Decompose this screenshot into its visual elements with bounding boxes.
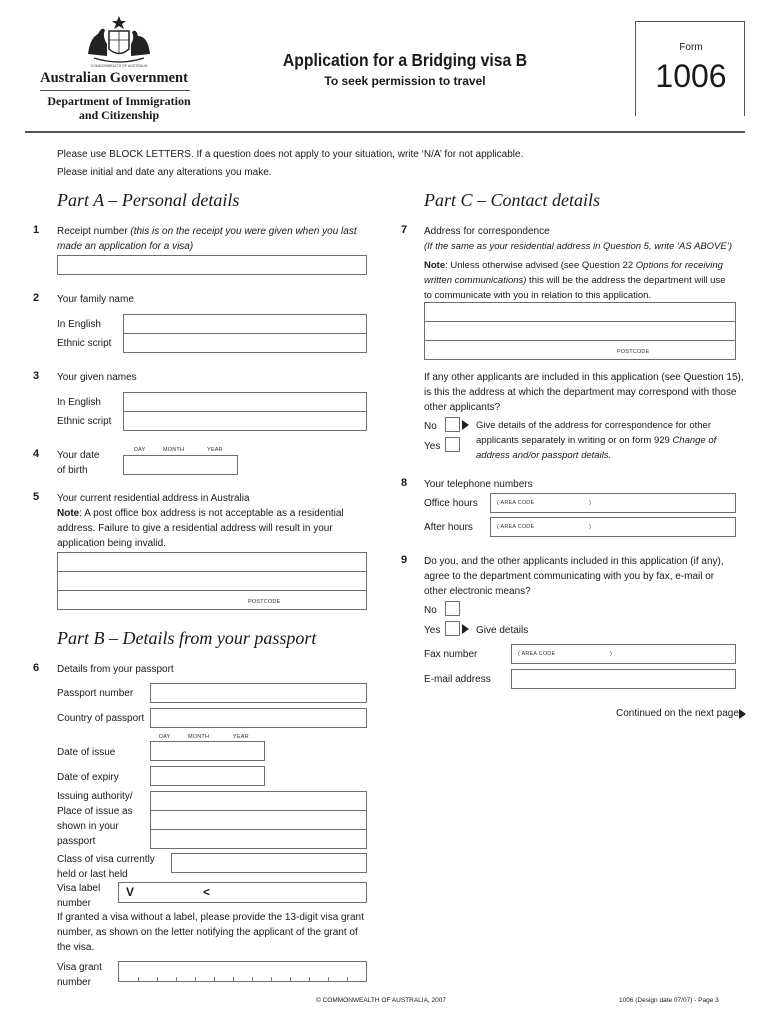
q9-line1: Do you, and the other applicants included in this application (if any), [424, 556, 724, 567]
residential-address-input[interactable] [57, 552, 367, 610]
give-line2-italic: Change of [672, 435, 717, 446]
copyright: © COMMONWEALTH OF AUSTRALIA, 2007 [316, 997, 446, 1004]
after-hours-phone-input[interactable] [490, 517, 736, 537]
q9-line2: agree to the department communicating with you by fax, e-mail or [424, 571, 715, 582]
area-code-close: ) [589, 500, 592, 506]
area-code-caption: ( AREA CODE [518, 651, 556, 657]
q7-give-details [476, 418, 746, 463]
department-name-line2: and Citizenship [78, 108, 160, 122]
area-code-caption: ( AREA CODE [497, 500, 535, 506]
address-row-divider [58, 590, 366, 591]
family-name-ethnic-input[interactable] [123, 333, 367, 353]
instruction-line-1: Please use BLOCK LETTERS. If a question does not apply to your situation, write ‘N/A’ for not applicable. [57, 149, 524, 160]
given-names-ethnic-label: Ethnic script [57, 416, 112, 427]
q7-yes-label: Yes [424, 441, 441, 452]
given-names-ethnic-input[interactable] [123, 411, 367, 431]
visa-grant-number-input[interactable] [118, 961, 367, 982]
date-of-expiry-label: Date of expiry [57, 772, 119, 783]
other-line2: is this the address at which the department may correspond with those [424, 387, 737, 398]
page-footer: 1006 (Design date 07/07) - Page 3 [619, 997, 719, 1004]
dob-label-line2: of birth [57, 465, 88, 476]
correspondence-note-italic-2: written communications) [424, 275, 527, 286]
receipt-number-label [57, 224, 377, 254]
issuing-authority-input[interactable] [150, 791, 367, 849]
receipt-number-input[interactable] [57, 255, 367, 275]
correspondence-note-bold: Note [424, 260, 446, 271]
q7-yes-checkbox[interactable] [445, 437, 460, 452]
residential-line4: application being invalid. [57, 538, 166, 549]
receipt-label-italic: (this is on the receipt you were given when you last [130, 226, 357, 237]
part-b-heading: Part B – Details from your passport [57, 628, 317, 648]
other-line3: other applicants? [424, 402, 501, 413]
residential-address-label [57, 491, 377, 551]
grant-label-line1: Visa grant [57, 962, 102, 973]
give-line1: Give details of the address for correspondence for other [476, 420, 711, 431]
grant-note-line3: the visa. [57, 942, 95, 953]
correspondence-note-rest: : Unless otherwise advised (see Question 22 [445, 260, 636, 271]
correspondence-address-input[interactable] [424, 302, 736, 360]
passport-year-caption: YEAR [233, 734, 249, 740]
question-number: 7 [401, 224, 408, 236]
form-label: Form [679, 42, 703, 53]
give-line3: address and/or passport details. [476, 450, 612, 461]
office-hours-label: Office hours [424, 498, 478, 509]
grant-label-line2: number [57, 977, 91, 988]
correspondence-note-italic: Options for receiving [635, 260, 723, 271]
country-of-passport-label: Country of passport [57, 713, 145, 724]
correspondence-postcode-caption: POSTCODE [617, 349, 650, 355]
page-subtitle: To seek permission to travel [324, 74, 486, 88]
form-number: 1006 [655, 58, 727, 94]
address-row-divider [425, 321, 735, 322]
residential-note-rest: : A post office box address is not acceptable as a residential [79, 508, 344, 519]
department-name-line1: Department of Immigration [47, 94, 191, 108]
instruction-line-2: Please initial and date any alterations you make. [57, 167, 272, 178]
correspondence-label: Address for correspondence [424, 226, 550, 237]
dob-month-caption: MONTH [163, 447, 185, 453]
question-number: 1 [33, 224, 40, 236]
visa-label-chevron: < [203, 885, 211, 899]
class-line1: Class of visa currently [57, 854, 155, 865]
area-code-close: ) [589, 524, 592, 530]
email-address-input[interactable] [511, 669, 736, 689]
residential-note-bold: Note [57, 508, 80, 519]
visa-grant-number-label [57, 960, 102, 990]
passport-details-label: Details from your passport [57, 664, 174, 675]
passport-number-input[interactable] [150, 683, 367, 703]
dob-year-caption: YEAR [207, 447, 223, 453]
header-rule-small [40, 90, 190, 91]
area-code-caption: ( AREA CODE [497, 524, 535, 530]
correspondence-note [424, 258, 746, 303]
question-number: 3 [33, 370, 40, 382]
visa-label-number-label [57, 881, 100, 911]
issuing-line1: Issuing authority/ [57, 791, 133, 802]
page-title: Application for a Bridging visa B [282, 50, 528, 70]
fax-number-label: Fax number [424, 649, 478, 660]
address-row-divider [425, 340, 735, 341]
visa-label-line2: number [57, 898, 91, 909]
country-of-passport-input[interactable] [150, 708, 367, 728]
given-names-english-input[interactable] [123, 392, 367, 412]
correspondence-note-line3: to communicate with you in relation to this application. [424, 290, 652, 301]
date-of-expiry-input[interactable] [150, 766, 265, 786]
class-of-visa-input[interactable] [171, 853, 367, 873]
q7-no-checkbox[interactable] [445, 417, 460, 432]
correspondence-italic: (If the same as your residential address in Question 5, write ‘AS ABOVE’) [424, 241, 733, 252]
question-number: 6 [33, 662, 40, 674]
other-line1: If any other applicants are included in this application (see Question 15), [424, 372, 744, 383]
email-address-label: E-mail address [424, 674, 491, 685]
dob-label [57, 448, 99, 478]
class-line2: held or last held [57, 869, 128, 880]
issuing-row-divider [151, 829, 366, 830]
address-row-divider [58, 571, 366, 572]
part-a-heading: Part A – Personal details [57, 190, 240, 210]
office-hours-phone-input[interactable] [490, 493, 736, 513]
correspondence-note-rest-2: this will be the address the department will use [526, 275, 726, 286]
residential-line3: address. Failure to give a residential address will result in your [57, 523, 333, 534]
question-number: 8 [401, 477, 408, 489]
arrow-right-icon [462, 420, 469, 430]
part-c-heading: Part C – Contact details [424, 190, 601, 210]
visa-grant-note [57, 910, 377, 955]
family-name-ethnic-label: Ethnic script [57, 338, 112, 349]
q7-no-label: No [424, 421, 437, 432]
residential-line1: Your current residential address in Australia [57, 493, 250, 504]
q9-yes-checkbox[interactable] [445, 621, 460, 636]
after-hours-label: After hours [424, 522, 473, 533]
header-divider [25, 131, 745, 133]
grant-note-line1: If granted a visa without a label, please provide the 13-digit visa grant [57, 912, 364, 923]
family-name-label: Your family name [57, 294, 134, 305]
arrow-right-icon [739, 709, 746, 719]
given-names-english-label: In English [57, 397, 101, 408]
arrow-right-icon [462, 624, 469, 634]
question-number: 2 [33, 292, 40, 304]
date-of-birth-input[interactable] [123, 455, 238, 475]
visa-label-line1: Visa label [57, 883, 101, 894]
area-code-close: ) [610, 651, 613, 657]
form-number-box [635, 21, 745, 116]
issuing-line3: shown in your [57, 821, 119, 832]
q9-no-label: No [424, 605, 437, 616]
class-of-visa-label [57, 852, 155, 882]
continued-note: Continued on the next page [616, 708, 739, 719]
family-name-english-input[interactable] [123, 314, 367, 334]
give-line2: applicants separately in writing or on form 929 [476, 435, 673, 446]
receipt-label-italic-2: made an application for a visa) [57, 241, 194, 252]
dob-day-caption: DAY [134, 447, 146, 453]
receipt-label-plain: Receipt number [57, 226, 131, 237]
correspondence-instructions [424, 239, 744, 254]
question-number: 4 [33, 448, 40, 460]
issuing-line2: Place of issue as [57, 806, 133, 817]
date-of-issue-input[interactable] [150, 741, 265, 761]
q9-yes-label: Yes [424, 625, 441, 636]
date-of-issue-label: Date of issue [57, 747, 116, 758]
fax-number-input[interactable] [511, 644, 736, 664]
q9-no-checkbox[interactable] [445, 601, 460, 616]
passport-month-caption: MONTH [188, 734, 210, 740]
residential-postcode-caption: POSTCODE [248, 599, 281, 605]
issuing-line4: passport [57, 836, 96, 847]
issuing-row-divider [151, 810, 366, 811]
dob-label-line1: Your date [57, 450, 100, 461]
issuing-authority-label [57, 789, 133, 849]
government-name: Australian Government [40, 70, 188, 86]
visa-label-number-input[interactable] [118, 882, 367, 903]
passport-number-label: Passport number [57, 688, 134, 699]
australian-government-crest [80, 14, 158, 66]
visa-label-prefix-v: V [126, 885, 135, 899]
telephone-numbers-label: Your telephone numbers [424, 479, 533, 490]
electronic-communication-question [424, 554, 746, 599]
crest-motto: COMMONWEALTH OF AUSTRALIA [90, 64, 148, 68]
given-names-label: Your given names [57, 372, 137, 383]
passport-day-caption: DAY [159, 734, 171, 740]
question-number: 5 [33, 491, 40, 503]
family-name-english-label: In English [57, 319, 101, 330]
other-applicants-question [424, 370, 746, 415]
grant-note-line2: number, as shown on the letter notifying the applicant of the grant of [57, 927, 358, 938]
question-number: 9 [401, 554, 408, 566]
q9-line3: other electronic means? [424, 586, 531, 597]
q9-give-details: Give details [476, 625, 529, 636]
